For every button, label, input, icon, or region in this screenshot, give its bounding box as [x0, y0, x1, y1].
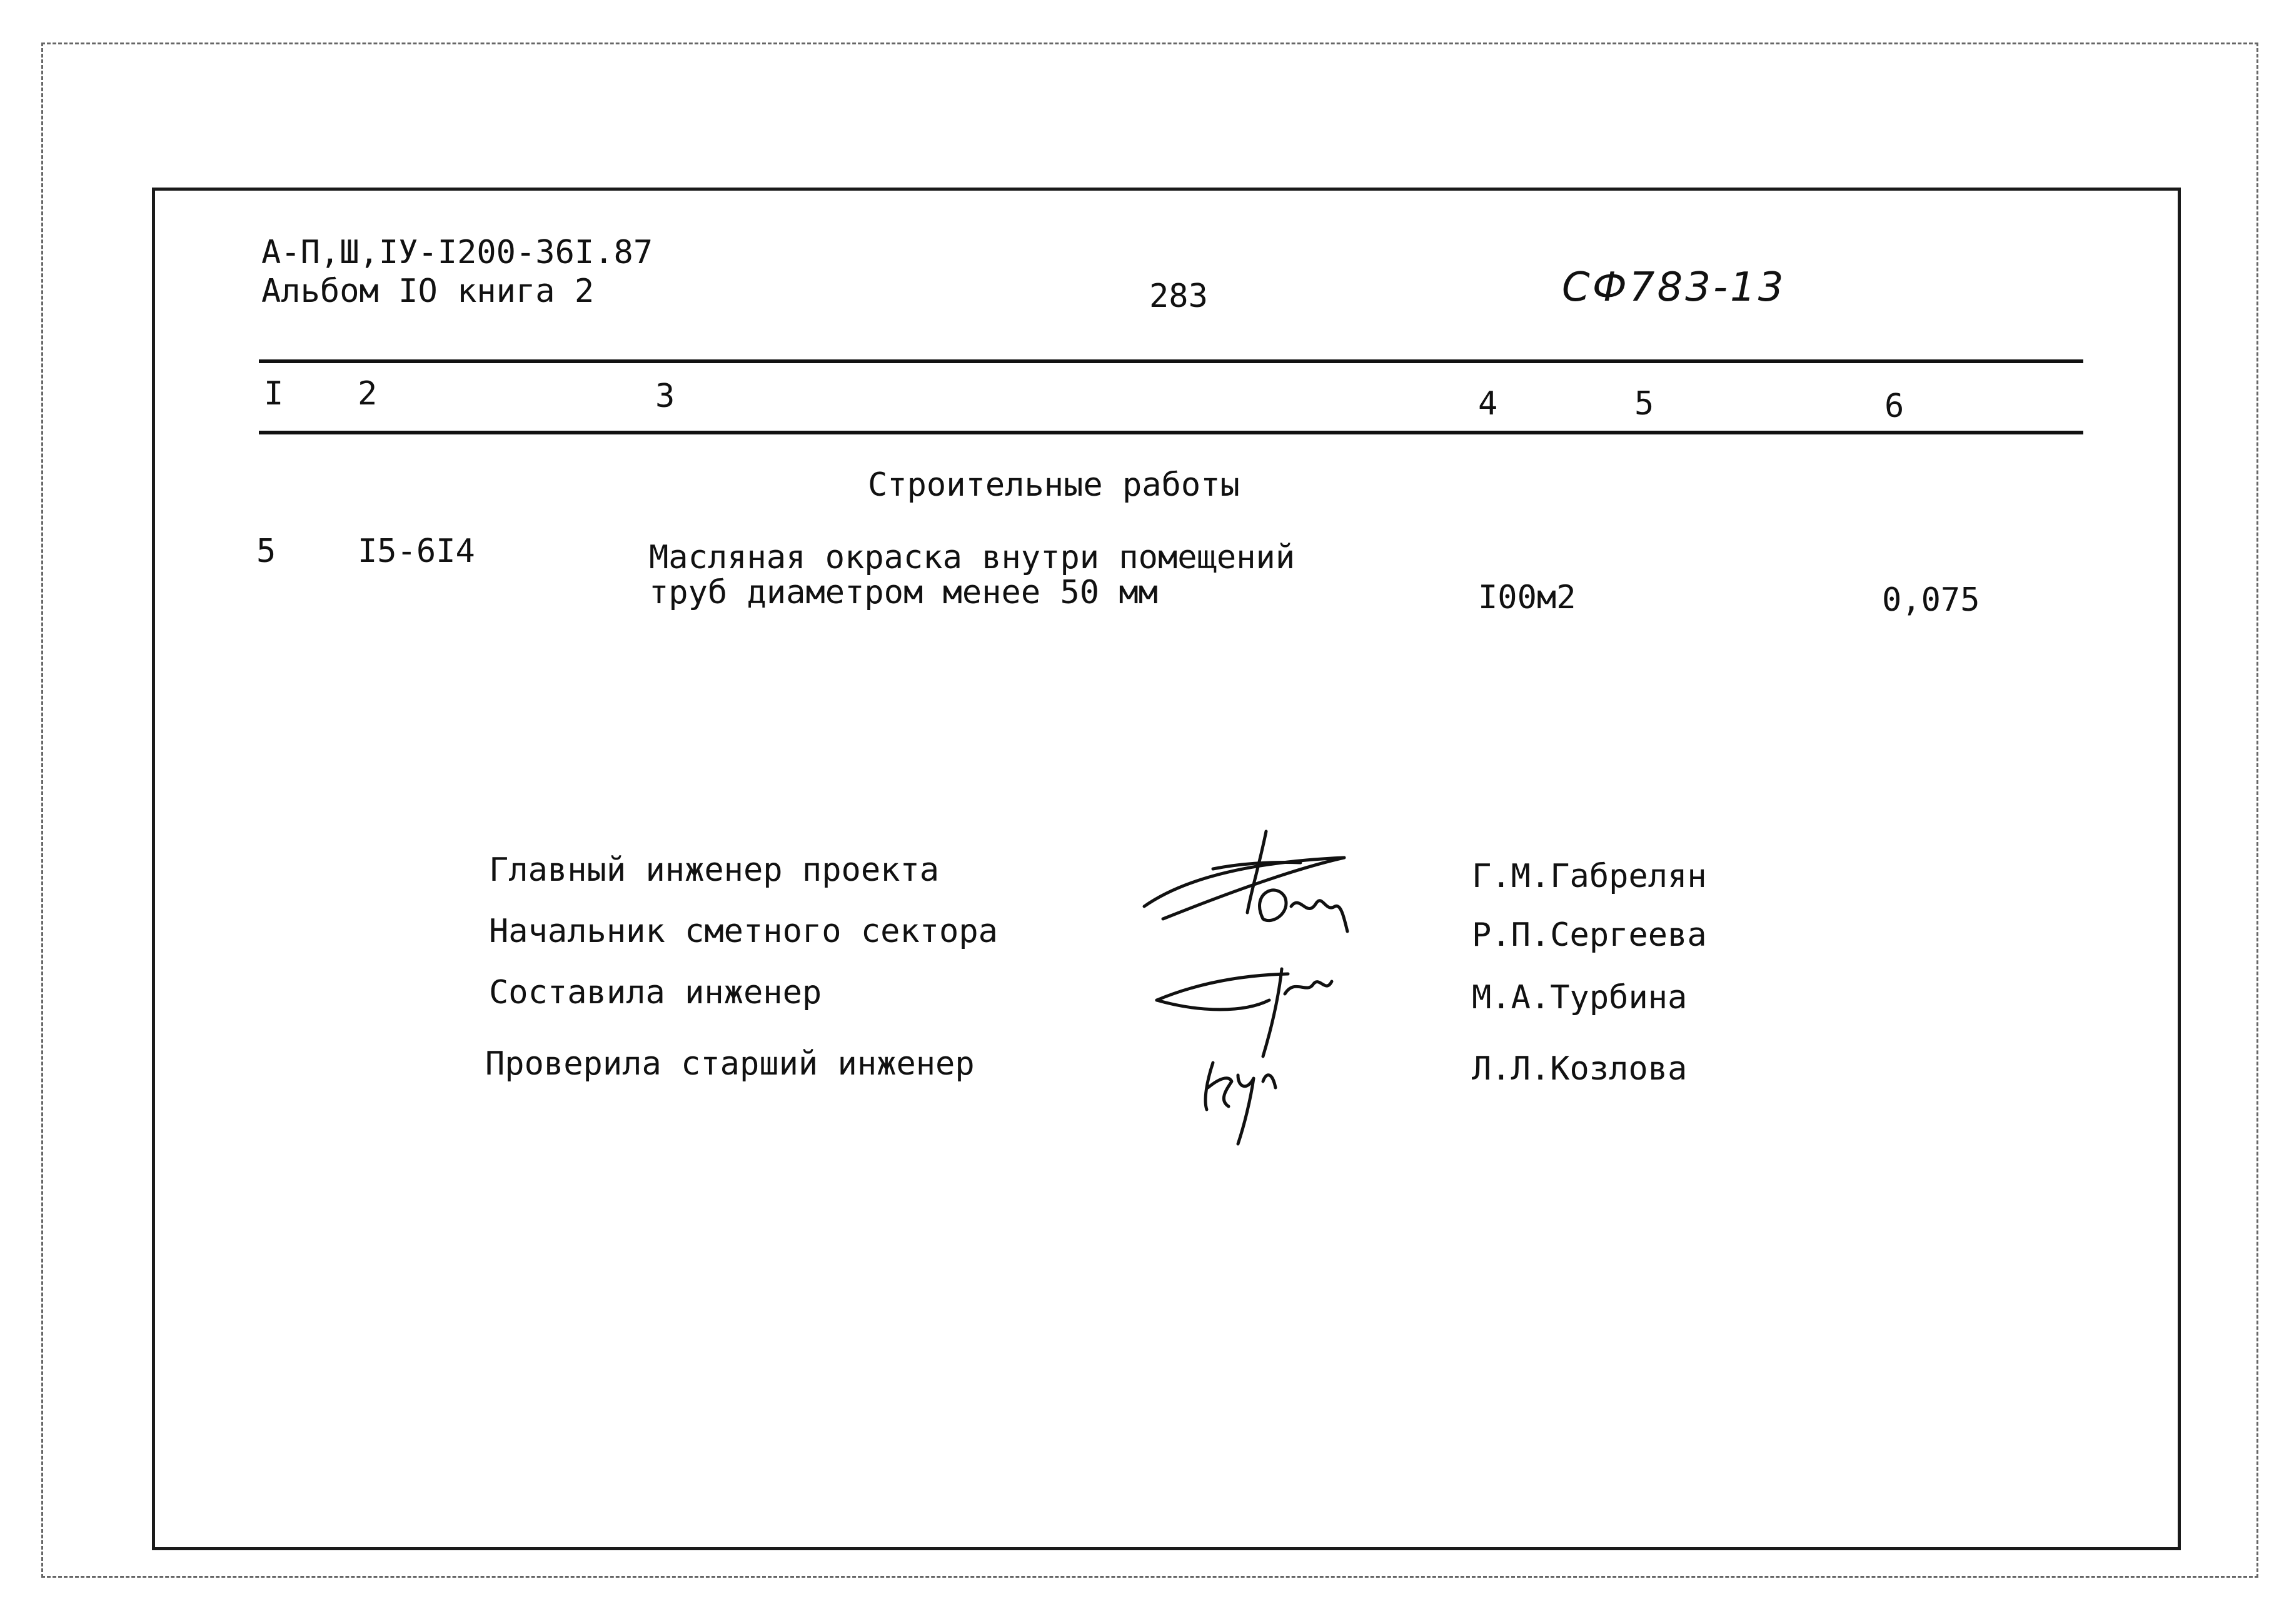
- signer-name-compiler: М.А.Турбина: [1472, 979, 1688, 1016]
- album-label: Альбом ІО книга 2: [261, 273, 595, 310]
- signer-name-chief-engineer: Г.М.Габрелян: [1472, 858, 1707, 895]
- column-header-2: 2: [358, 375, 378, 413]
- column-header-5: 5: [1634, 385, 1654, 423]
- handwritten-signatures: [1138, 825, 1388, 1150]
- row-description-line2: труб диаметром менее 50 мм: [649, 574, 1158, 611]
- column-header-6: 6: [1884, 388, 1904, 425]
- row-code: І5-6І4: [358, 533, 475, 570]
- section-title: Строительные работы: [868, 466, 1240, 504]
- signer-role-estimate-head: Начальник сметного сектора: [489, 913, 998, 950]
- stamp-code: СФ783-13: [1562, 264, 1786, 311]
- signer-role-checker: Проверила старший инженер: [485, 1045, 975, 1083]
- signature-2: [1260, 890, 1347, 931]
- row-description-line1: Масляная окраска внутри помещений: [649, 539, 1295, 576]
- page-number: 283: [1149, 278, 1208, 315]
- document-code: А-П,Ш,ІУ-І200-36І.87: [261, 234, 653, 271]
- row-number: 5: [256, 533, 276, 570]
- column-header-1: І: [264, 375, 284, 413]
- header-top-rule: [259, 359, 2083, 363]
- column-header-4: 4: [1478, 385, 1498, 423]
- column-header-3: 3: [655, 378, 675, 415]
- signature-4: [1205, 1063, 1275, 1144]
- signature-3: [1157, 969, 1332, 1056]
- header-bottom-rule: [259, 431, 2083, 434]
- row-unit: І00м2: [1478, 579, 1576, 616]
- signer-role-chief-engineer: Главный инженер проекта: [489, 851, 940, 889]
- signer-name-estimate-head: Р.П.Сергеева: [1472, 916, 1707, 954]
- signer-role-compiler: Составила инженер: [489, 974, 822, 1011]
- signer-name-checker: Л.Л.Козлова: [1472, 1050, 1688, 1088]
- row-quantity: 0,075: [1882, 581, 1980, 619]
